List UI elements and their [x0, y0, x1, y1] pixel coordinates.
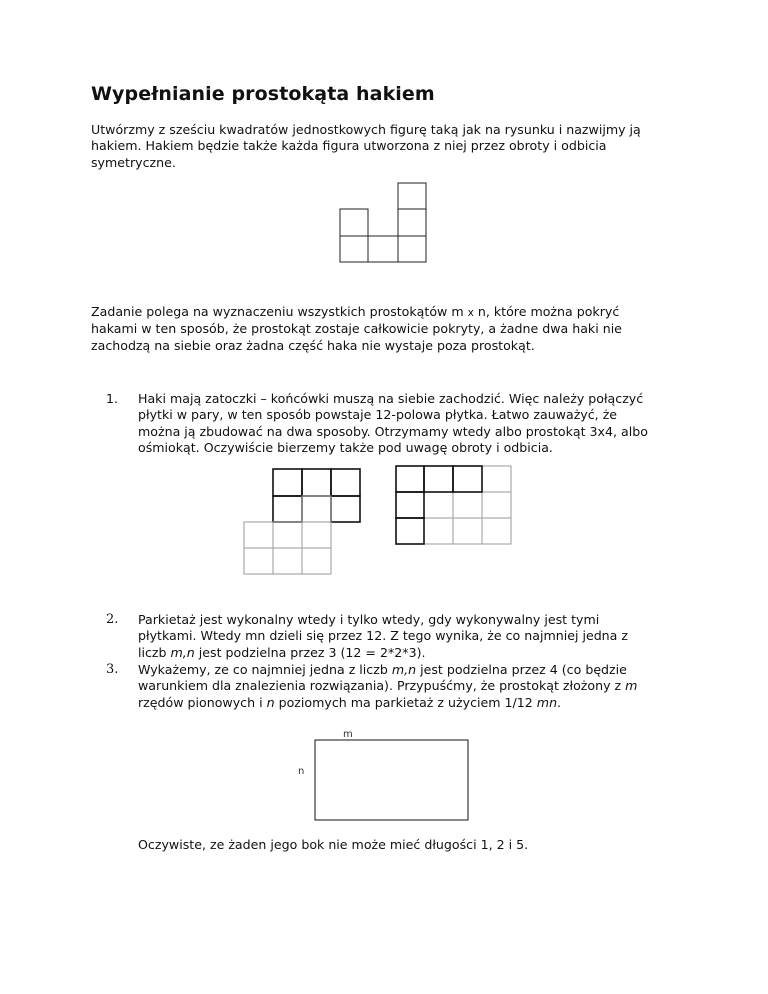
task-line-3: zachodzą na siebie oraz żadna część haka nie wystaje poza prostokąt. [91, 337, 535, 353]
item3-line-2: warunkiem dla znalezienia rozwiązania). Przypuśćmy, że prostokąt złożony z [138, 678, 626, 694]
item3-var-m: m [625, 678, 638, 694]
item1-line-1: Haki mają zatoczki – końcówki muszą na siebie zachodzić. Więc należy połączyć [138, 391, 644, 406]
item2-line-2: płytkami. Wtedy mn dzieli się przez 12. Z tego wynika, że co najmniej jedna z [138, 628, 628, 644]
item1-line-4: ośmiokąt. Oczywiście bierzemy także pod uwagę obroty i odbicia. [138, 439, 553, 455]
intro-line-1: Utwórzmy z sześciu kwadratów jednostkowych figurę taką jak na rysunku i nazwijmy ją [91, 122, 641, 137]
item3-var-n: n [266, 694, 275, 710]
task-line-1a: Zadanie polega na wyznaczeniu wszystkich prostokątów m [91, 304, 464, 319]
task-line-1b: n, które można pokryć [477, 304, 620, 319]
task-times-sign: x [467, 307, 474, 319]
mn-rectangle-outline [315, 740, 468, 820]
intro-line-3: symetryczne. [91, 154, 176, 170]
list-item-number: 3. [106, 662, 119, 677]
item2-line-1: Parkietaż jest wykonalny wtedy i tylko wtedy, gdy wykonywalny jest tymi [138, 612, 600, 627]
item2-line-3b: jest podzielna przez 3 (12 = 2*2*3). [194, 644, 426, 660]
item3-line-3c: . [557, 694, 562, 710]
rect-label-m: m [343, 729, 353, 740]
item1-line-3: można ją zbudować na dwa sposoby. Otrzymamy wtedy albo prostokąt 3x4, albo [138, 423, 648, 439]
intro-line-2: hakiem. Hakiem będzie także każda figura utworzona z niej przez obroty i odbicia [91, 138, 607, 154]
item3-var: m,n [391, 662, 417, 677]
list-item-number: 2. [106, 612, 119, 627]
item3-line-1a: Wykażemy, ze co najmniej jedna z liczb [138, 662, 392, 677]
closing-paragraph: Oczywiste, ze żaden jego bok nie może mieć długości 1, 2 i 5. [138, 837, 529, 852]
rect-label-n: n [298, 766, 305, 777]
item3-line-3a: rzędów pionowych i [138, 694, 267, 710]
item3-line-3b: poziomych ma parkietaż z użyciem 1/12 [274, 694, 537, 710]
item2-var: m,n [170, 644, 195, 660]
page-title: Wypełnianie prostokąta hakiem [91, 83, 435, 105]
item3-var-mn: mn [536, 694, 558, 710]
list-item-number: 1. [106, 391, 119, 406]
item1-line-2: płytki w pary, w ten sposób powstaje 12-polowa płytka. Łatwo zauważyć, że [138, 407, 618, 423]
task-line-2: hakami w ten sposób, że prostokąt zostaje całkowicie pokryty, a żadne dwa haki nie [91, 321, 622, 337]
item2-line-3a: liczb [138, 644, 171, 660]
item3-line-1b: jest podzielna przez 4 (co będzie [416, 662, 627, 677]
